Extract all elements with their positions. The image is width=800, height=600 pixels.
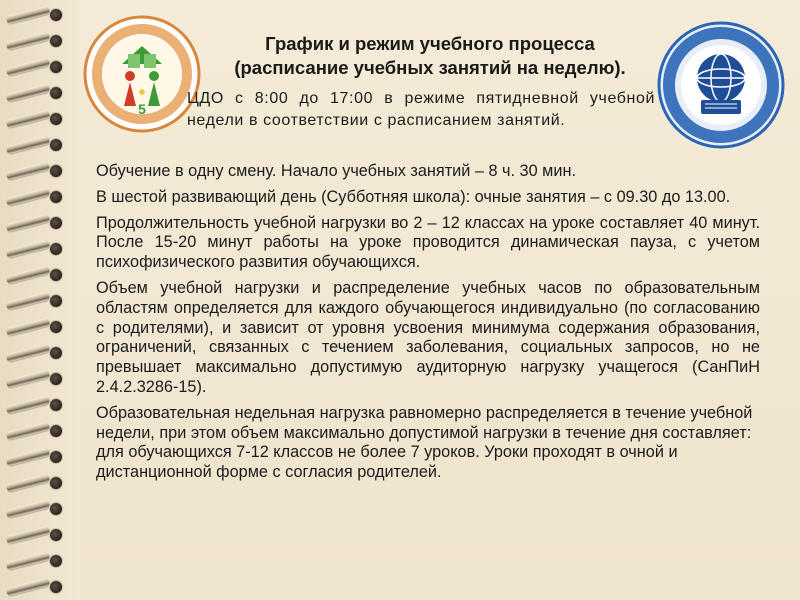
binding-ring <box>6 294 64 308</box>
binding-ring <box>6 164 64 178</box>
paragraph-shift: Обучение в одну смену. Начало учебных занятий – 8 ч. 30 мин. <box>96 162 576 180</box>
binding-ring <box>6 320 64 334</box>
binding-ring <box>6 450 64 464</box>
binding-ring <box>6 216 64 230</box>
binding-ring <box>6 424 64 438</box>
content-paragraphs <box>96 162 760 489</box>
binding-ring <box>6 8 64 22</box>
binding-ring <box>6 242 64 256</box>
paragraph-saturday-school: В шестой развивающий день (Субботняя школа): очные занятия – с 09.30 до 13.00. <box>96 187 731 206</box>
title-line-2: (расписание учебных занятий на неделю). <box>234 57 626 78</box>
binding-ring <box>6 112 64 126</box>
binding-ring <box>6 60 64 74</box>
binding-ring <box>6 502 64 516</box>
intro-text: ЦДО с 8:00 до 17:00 в режиме пятидневной учебной недели в соответствии с расписанием занятий. <box>187 90 655 129</box>
page-title <box>195 32 665 80</box>
paragraph-lesson-duration: Продолжительность учебной нагрузки во 2 – 12 классах на уроке составляет 40 минут. После 15-20 минут работы на уроке проводится динамическая пауза, с учетом психофизического развития обучающихся. <box>96 213 760 272</box>
spiral-binding <box>0 0 80 600</box>
binding-ring <box>6 554 64 568</box>
binding-ring <box>6 86 64 100</box>
binding-ring <box>6 190 64 204</box>
svg-text:5: 5 <box>138 101 146 117</box>
paragraph-weekly-load: Образовательная недельная нагрузка равномерно распределяется в течение учебной недели, при этом объем максимально допустимой нагрузки в течение дня составляет: для обучающихся 7-12 классов не более 7 уроков. Уроки проходят в очной и дистанционной форме с согласия родителей. <box>96 403 753 482</box>
binding-ring <box>6 346 64 360</box>
paragraph-workload: Объем учебной нагрузки и распределение учебных часов по образовательным областям определяется для каждого обучающегося индивидуально (по согласованию с родителями), и зависит от уровня усвоения минимума содержания образования, ограничений, связанных с течением заболевания, социальных запросов, но не превышает максимально допустимую аудиторную нагрузку учащегося (СанПиН 2.4.2.3286-15). <box>96 278 760 396</box>
binding-ring <box>6 398 64 412</box>
binding-ring <box>6 138 64 152</box>
binding-ring <box>6 476 64 490</box>
title-line-1: График и режим учебного процесса <box>265 33 595 54</box>
globe-computer-emblem-icon <box>656 20 786 150</box>
school-emblem-icon <box>82 14 202 134</box>
binding-ring <box>6 268 64 282</box>
binding-ring <box>6 528 64 542</box>
binding-ring <box>6 34 64 48</box>
binding-ring <box>6 580 64 594</box>
binding-ring <box>6 372 64 386</box>
